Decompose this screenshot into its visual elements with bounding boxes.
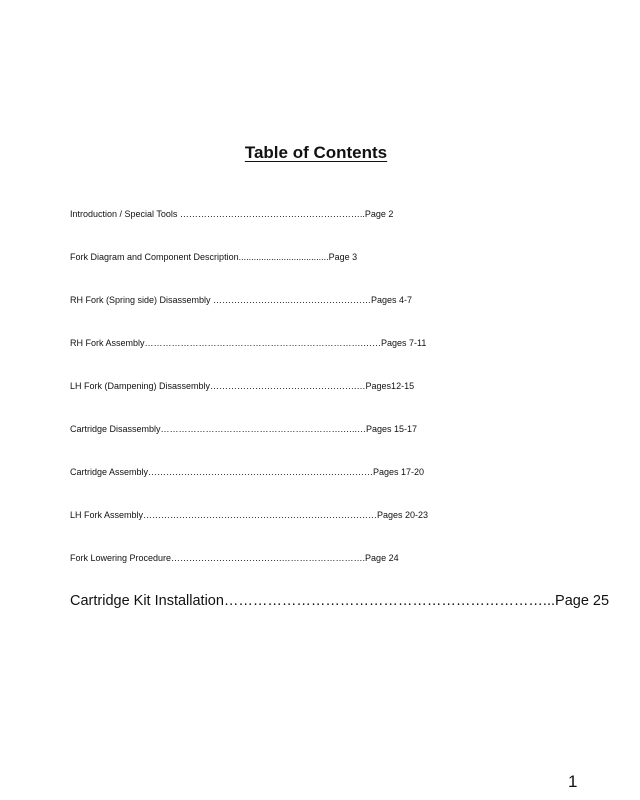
toc-entry: Cartridge Assembly…………………………………………………………………Pages 17-20	[70, 467, 425, 477]
toc-entry: Fork Diagram and Component Description....................................Page 3	[70, 252, 358, 262]
toc-entry: Cartridge Kit Installation…………………………………………………………...Page 25	[70, 593, 610, 609]
toc-entry: LH Fork Assembly……………………………………………………………………Pages 20-23	[70, 510, 429, 520]
toc-entry: Cartridge Disassembly…………………………………………………….…..…Pages 15-17	[70, 424, 418, 434]
toc-list	[70, 203, 609, 633]
toc-title: Table of Contents	[244, 143, 388, 162]
toc-entry: RH Fork Assembly……………………………………………………………….……Pages 7-11	[70, 338, 427, 348]
page-number: 1	[568, 772, 578, 791]
toc-entry: Introduction / Special Tools ……………………………………………………..Page 2	[70, 209, 394, 219]
toc-entry: LH Fork (Dampening) Disassembly………………………………………….…Pages12-15	[70, 381, 415, 391]
toc-entry: RH Fork (Spring side) Disassembly ……………………..………………………Pages 4-7	[70, 295, 413, 305]
toc-entry: Fork Lowering Procedure……………………………….……………………….Page 24	[70, 553, 399, 563]
